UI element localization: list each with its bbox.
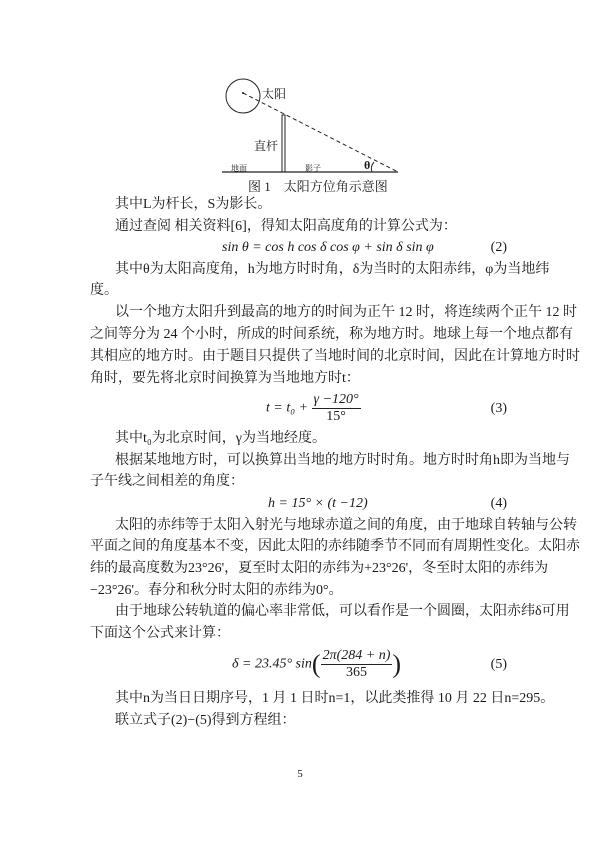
equation-5-denominator: 365 bbox=[345, 665, 367, 680]
text-line: 其中t₀为北京时间，γ为当地经度。 bbox=[115, 431, 326, 446]
equation-2: sin θ = cos h cos δ cos φ + sin δ sin φ bbox=[222, 240, 434, 255]
equation-5-lhs: δ = 23.45° sin bbox=[232, 656, 312, 672]
equation-5-number: (5) bbox=[490, 657, 507, 672]
equation-3-numerator: γ −120° bbox=[313, 392, 359, 407]
text-line: 平面之间的角度基本不变，因此太阳的赤纬随季节不同而有周期性变化。太阳赤 bbox=[90, 539, 580, 554]
text-line: 下面这个公式来计算： bbox=[90, 626, 230, 641]
sun-circle bbox=[226, 79, 260, 113]
sun-ray-dashed-line bbox=[243, 93, 398, 172]
equation-3 bbox=[266, 392, 361, 425]
text-line: −23°26'。春分和秋分时太阳的赤纬为0°。 bbox=[90, 583, 343, 598]
text-line: 以一个地方太阳升到最高的地方的时间为正午 12 时，将连续两个正午 12 时 bbox=[115, 305, 577, 320]
text-line: 其中L为杆长，S为影长。 bbox=[115, 197, 272, 212]
equation-5-fraction bbox=[321, 648, 393, 681]
text-line: 由于地球公转轨道的偏心率非常低，可以看作是一个圆圈，太阳赤纬δ可用 bbox=[115, 604, 570, 619]
text-line: 其中θ为太阳高度角，h为地方时时角，δ为当时的太阳赤纬，φ为当地纬 bbox=[115, 262, 550, 277]
text-line: 之间等分为 24 个小时，所成的时间系统，称为地方时。地球上每一个地点都有 bbox=[90, 327, 573, 342]
sun-label: 太阳 bbox=[262, 87, 287, 101]
equation-3-fraction bbox=[312, 392, 361, 425]
sun-position-figure bbox=[0, 0, 600, 200]
angle-label: θ bbox=[364, 158, 371, 172]
equation-2-number: (2) bbox=[490, 240, 507, 255]
equation-5-left-paren: ( bbox=[311, 649, 321, 679]
text-line: 其相应的地方时。由于题目只提供了当地时间的北京时间，因此在计算地方时时 bbox=[90, 349, 580, 364]
equation-3-number: (3) bbox=[490, 401, 507, 416]
text-line: 度。 bbox=[90, 283, 118, 298]
text-line: 其中n为当日日期序号，1 月 1 日时n=1，以此类推得 10 月 22 日n=295。 bbox=[115, 691, 555, 706]
figure-caption: 图 1 太阳方位角示意图 bbox=[248, 179, 388, 194]
pole-label: 直杆 bbox=[254, 139, 279, 153]
equation-3-denominator: 15° bbox=[326, 409, 346, 424]
page-number: 5 bbox=[297, 768, 303, 780]
text-line: 通过查阅 相关资料[6]，得知太阳高度角的计算公式为： bbox=[115, 219, 457, 234]
text-line: 角时，要先将北京时间换算为当地地方时t： bbox=[90, 371, 360, 386]
ground-label: 地面 bbox=[231, 164, 247, 173]
text-line: 太阳的赤纬等于太阳入射光与地球赤道之间的角度，由于地球自转轴与公转 bbox=[115, 518, 577, 533]
equation-4-number: (4) bbox=[490, 496, 507, 511]
text-line: 子午线之间相差的角度： bbox=[90, 474, 244, 489]
equation-4: h = 15° × (t −12) bbox=[268, 496, 368, 511]
equation-5 bbox=[232, 648, 401, 681]
equation-5-right-paren: ) bbox=[392, 649, 402, 679]
equation-5-numerator: 2π(284 + n) bbox=[322, 648, 391, 663]
text-line: 联立式子(2)−(5)得到方程组： bbox=[115, 713, 296, 728]
shadow-label: 影子 bbox=[305, 164, 321, 173]
angle-arc bbox=[371, 162, 374, 172]
text-line: 纬的最高度数为23°26'，夏至时太阳的赤纬为+23°26'，冬至时太阳的赤纬为 bbox=[90, 561, 549, 576]
equation-3-lhs: t = t₀ + bbox=[266, 400, 309, 416]
text-line: 根据某地地方时，可以换算出当地的地方时时角。地方时时角h即为当地与 bbox=[115, 453, 570, 468]
pole bbox=[282, 115, 285, 172]
